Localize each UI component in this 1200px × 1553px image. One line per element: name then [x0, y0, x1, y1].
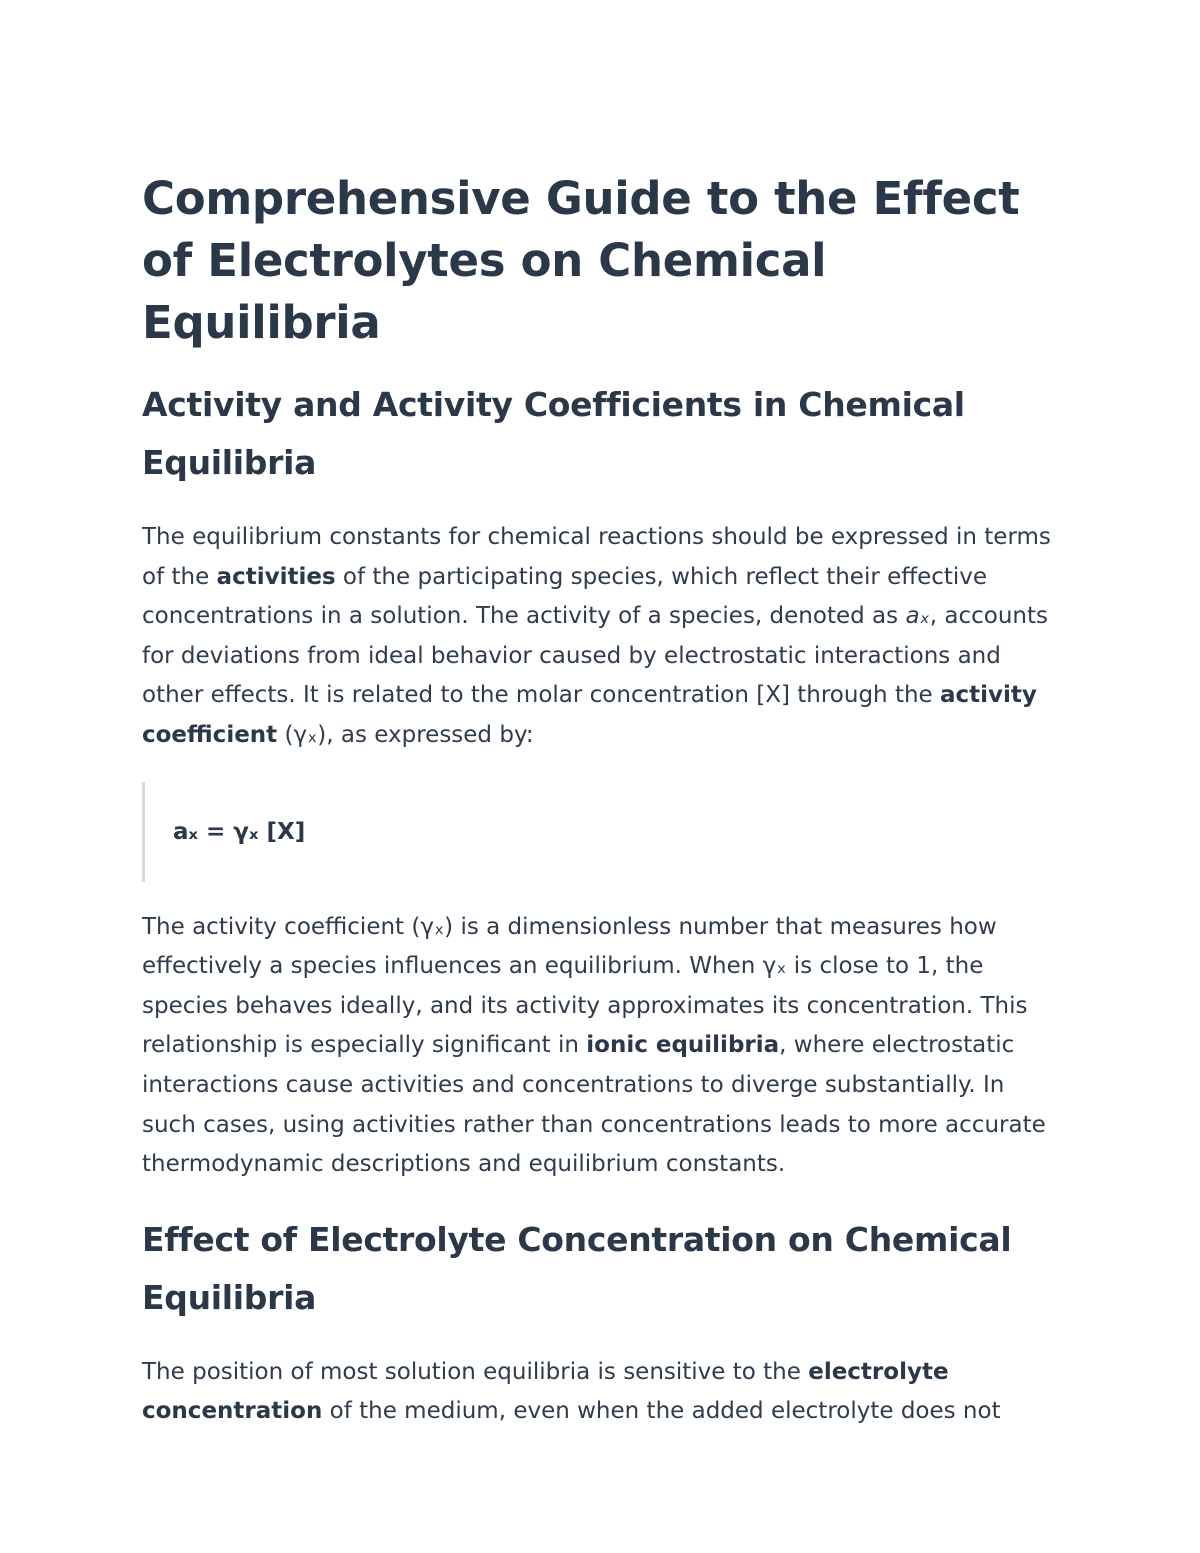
document-page: [142, 168, 1062, 1432]
text-run: The position of most solution equilibria is sensitive to the: [142, 1358, 809, 1385]
paragraph-electrolyte-concentration: [142, 1353, 1062, 1432]
section-heading-electrolyte: Effect of Electrolyte Concentration on Chemical Equilibria: [142, 1219, 1012, 1317]
paragraph-activity-coefficient: [142, 908, 1062, 1185]
paragraph-activities: [142, 518, 1062, 756]
bold-term-activities: activities: [216, 563, 336, 590]
bold-term-activity-coefficient: activity coefficient: [142, 682, 1037, 748]
text-run: of the medium, even when the added electrolyte does not: [322, 1398, 1001, 1425]
text-run: of the participating species, which reflect their effective concentrations in a solution. The activity of a species, denoted as: [142, 563, 988, 630]
text-run: The equilibrium constants for chemical reactions should be expressed in terms of the: [142, 524, 1051, 590]
page-title: Comprehensive Guide to the Effect of Electrolytes on Chemical Equilibria: [142, 172, 1020, 349]
equation-text: aₓ = γₓ [X]: [173, 818, 306, 845]
text-run: , accounts for deviations from ideal behavior caused by electrostatic interactions and other effects. It is related to the molar concentration [X] through the: [142, 603, 1048, 709]
text-run: (γₓ), as expressed by:: [277, 721, 534, 748]
italic-term-activity-symbol: aₓ: [905, 603, 930, 630]
equation-blockquote: [142, 782, 1062, 882]
section-heading-activity: Activity and Activity Coefficients in Chemical Equilibria: [142, 385, 965, 482]
text-run: , where electrostatic interactions cause activities and concentrations to diverge substantially. In such cases, using activities rather than concentrations leads to more accurate thermodynamic descriptions and equilibrium constants.: [142, 1032, 1046, 1178]
bold-term-electrolyte-concentration: electrolyte concentration: [142, 1358, 949, 1425]
text-run: The activity coefficient (γₓ) is a dimensionless number that measures how effectively a species influences an equilibrium. When γₓ is close to 1, the species behaves ideally, and its activity approximates its concentration. This relationship is especially significant in: [142, 913, 1028, 1059]
bold-term-ionic-equilibria: ionic equilibria: [586, 1032, 780, 1059]
